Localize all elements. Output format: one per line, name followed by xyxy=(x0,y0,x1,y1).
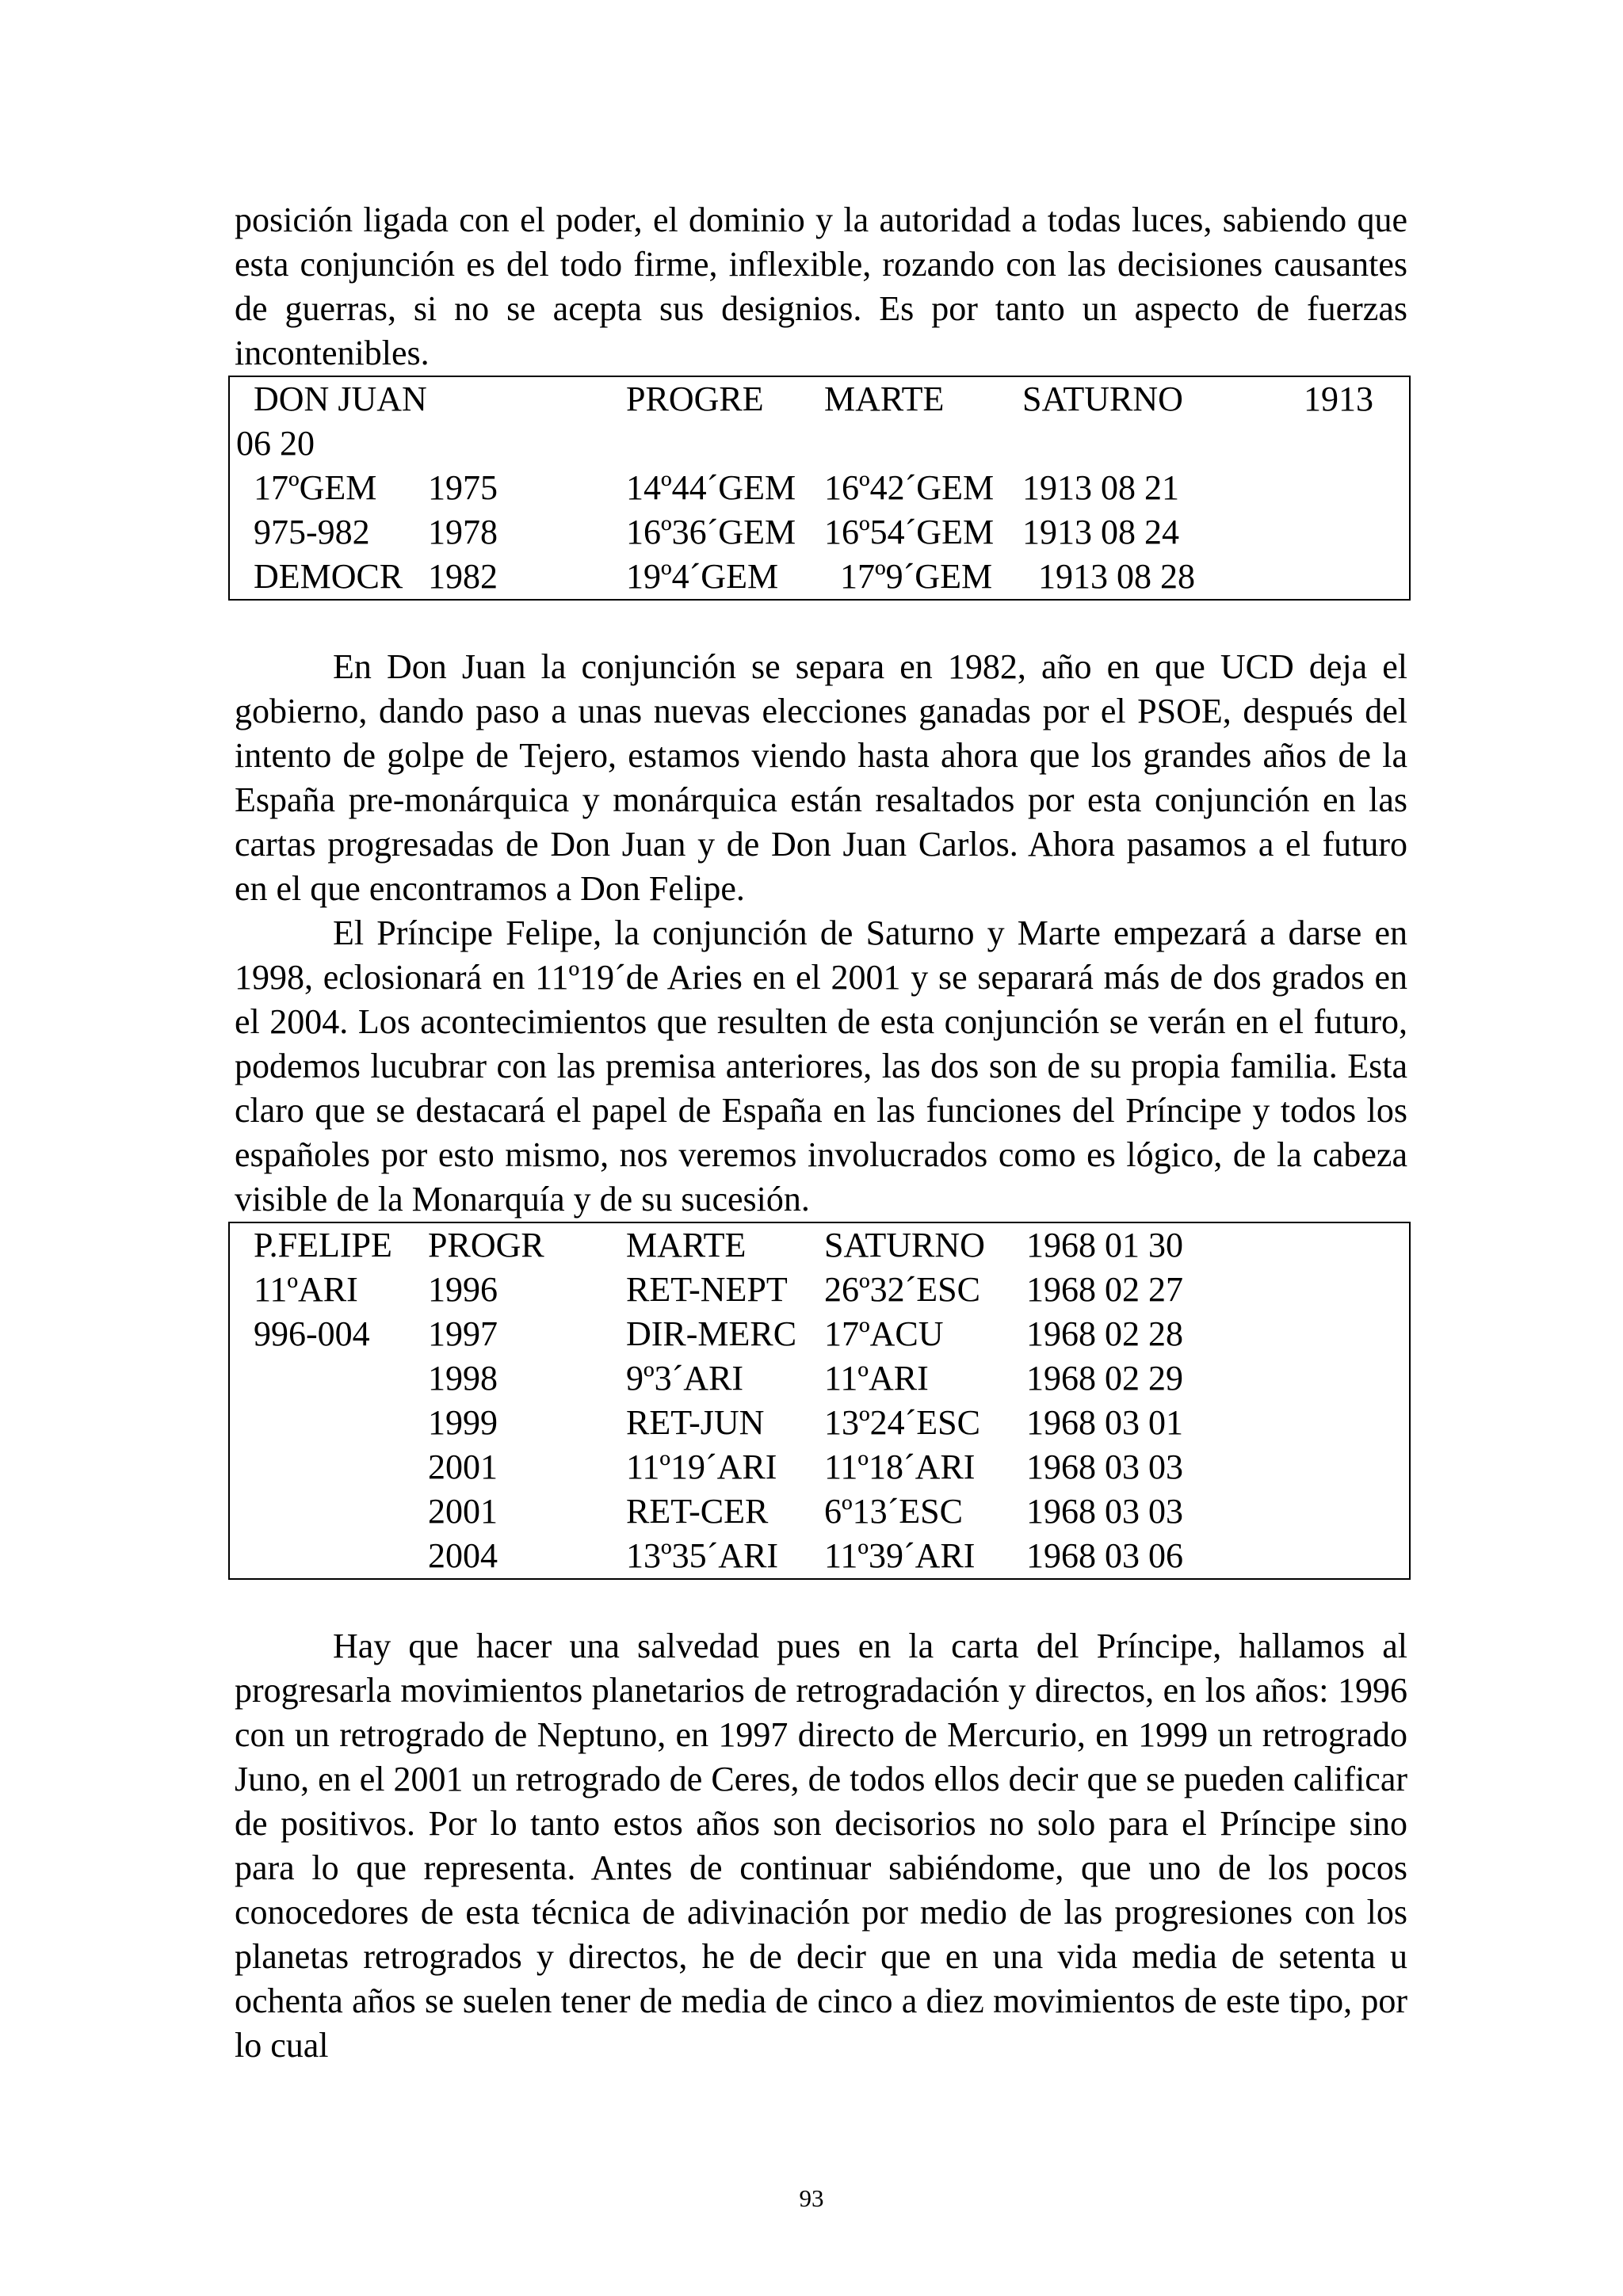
table-cell: 11º18´ARI xyxy=(824,1447,976,1486)
header-cell: MARTE xyxy=(626,1226,747,1264)
table-cell: 17ºGEM xyxy=(254,468,377,507)
table-cell: 1968 03 01 xyxy=(1026,1403,1183,1442)
table-cell: 14º44´GEM xyxy=(626,468,796,507)
table-header-row xyxy=(230,377,1409,421)
table-cell: DEMOCR xyxy=(254,557,403,596)
page-number: 93 xyxy=(799,2184,824,2212)
table-cell: 2004 xyxy=(428,1536,498,1575)
spacer xyxy=(235,1580,1407,1624)
table-principe-felipe xyxy=(228,1222,1411,1580)
table-cell: 16º36´GEM xyxy=(626,513,796,551)
paragraph-1: posición ligada con el poder, el dominio y la autoridad a todas luces, sabiendo que esta conjunción es del todo firme, inflexible, rozando con las decisiones causantes de guerras, si no se acepta sus designios. Es por tanto un aspecto de fuerzas incontenibles. xyxy=(235,200,1407,372)
table-cell: 13º24´ESC xyxy=(824,1403,980,1442)
table-cell: 1999 xyxy=(428,1403,498,1442)
table-cell: 26º32´ESC xyxy=(824,1270,980,1309)
table-cell: 1968 02 27 xyxy=(1026,1270,1183,1309)
table-cell: 11ºARI xyxy=(824,1359,929,1398)
table-cell: 9º3´ARI xyxy=(626,1359,744,1398)
table-row xyxy=(230,555,1409,599)
table-cell: 1978 xyxy=(428,513,498,551)
table-cell: 17ºACU xyxy=(824,1314,944,1353)
table-row xyxy=(230,1489,1409,1534)
table-row xyxy=(230,1356,1409,1401)
table-cell: 1998 xyxy=(428,1359,498,1398)
table-cell: 1913 08 28 xyxy=(1038,557,1195,596)
table-cell: RET-NEPT xyxy=(626,1270,788,1309)
paragraph-4: Hay que hacer una salvedad pues en la carta del Príncipe, hallamos al progresarla movimientos planetarios de retrogradación y directos, en los años: 1996 con un retrogrado de Neptuno, en 1997 directo de Mercurio, en 1999 un retrogrado Juno, en el 2001 un retrogrado de Ceres, de todos ellos decir que se pueden calificar de positivos. Por lo tanto estos años son decisorios no solo para el Príncipe sino para lo que representa. Antes de continuar sabiéndome, que uno de los pocos conocedores de esta técnica de adivinación por medio de las progresiones con los planetas retrogrados y directos, he de decir que en una vida media de setenta u ochenta años se suelen tener de media de cinco a diez movimientos de este tipo, por lo cual xyxy=(235,1627,1407,2065)
table-row xyxy=(230,1445,1409,1489)
header-cell: 1968 01 30 xyxy=(1026,1226,1183,1264)
table-cell: RET-JUN xyxy=(626,1403,765,1442)
table-cell: 13º35´ARI xyxy=(626,1536,779,1575)
table-cell: 1968 03 03 xyxy=(1026,1492,1183,1531)
table-cell: 1968 03 03 xyxy=(1026,1447,1183,1486)
paragraph-2: En Don Juan la conjunción se separa en 1982, año en que UCD deja el gobierno, dando paso a unas nuevas elecciones ganadas por el PSOE, después del intento de golpe de Tejero, estamos viendo hasta ahora que los grandes años de la España pre-monárquica y monárquica están resaltados por esta conjunción en las cartas progresadas de Don Juan y de Don Juan Carlos. Ahora pasamos a el futuro en el que encontramos a Don Felipe. xyxy=(235,647,1407,908)
table-cell: 16º42´GEM xyxy=(824,468,995,507)
table-cell: 1968 02 28 xyxy=(1026,1314,1183,1353)
table-header-wrap-row xyxy=(230,421,1409,466)
table-cell: 11ºARI xyxy=(254,1270,358,1309)
table-row xyxy=(230,1534,1409,1578)
table-cell: 19º4´GEM xyxy=(626,557,779,596)
table-cell: 2001 xyxy=(428,1492,498,1531)
table-row xyxy=(230,1268,1409,1312)
table-row xyxy=(230,1401,1409,1445)
table-cell: 6º13´ESC xyxy=(824,1492,963,1531)
page-content xyxy=(235,198,1407,2068)
header-cell: PROGRE xyxy=(626,379,764,418)
spacer xyxy=(235,601,1407,645)
table-cell: 1968 02 29 xyxy=(1026,1359,1183,1398)
table-row xyxy=(230,510,1409,555)
table-cell: 16º54´GEM xyxy=(824,513,995,551)
table-cell: 1975 xyxy=(428,468,498,507)
table-row xyxy=(230,1312,1409,1356)
table-cell: 1968 03 06 xyxy=(1026,1536,1183,1575)
table-row xyxy=(230,466,1409,510)
table-cell: 1997 xyxy=(428,1314,498,1353)
table-header-row xyxy=(230,1223,1409,1268)
table-cell: 996-004 xyxy=(254,1314,370,1353)
table-cell: DIR-MERC xyxy=(626,1314,797,1353)
table-cell: 1996 xyxy=(428,1270,498,1309)
header-cell: SATURNO xyxy=(1022,379,1183,418)
header-cell: DON JUAN xyxy=(254,379,427,418)
header-wrap-cell: 06 20 xyxy=(236,424,315,463)
table-cell: 975-982 xyxy=(254,513,370,551)
table-cell: 2001 xyxy=(428,1447,498,1486)
header-cell: 1913 xyxy=(1304,379,1373,418)
header-cell: MARTE xyxy=(824,379,945,418)
header-cell: SATURNO xyxy=(824,1226,985,1264)
table-cell: 11º39´ARI xyxy=(824,1536,976,1575)
table-cell: 1982 xyxy=(428,557,498,596)
table-cell: 1913 08 24 xyxy=(1022,513,1179,551)
table-cell: RET-CER xyxy=(626,1492,769,1531)
header-cell: PROGR xyxy=(428,1226,544,1264)
table-cell: 11º19´ARI xyxy=(626,1447,777,1486)
table-cell: 17º9´GEM xyxy=(840,557,993,596)
table-cell: 1913 08 21 xyxy=(1022,468,1179,507)
paragraph-3: El Príncipe Felipe, la conjunción de Saturno y Marte empezará a darse en 1998, eclosionará en 11º19´de Aries en el 2001 y se separará más de dos grados en el 2004. Los acontecimientos que resulten de esta conjunción se verán en el futuro, podemos lucubrar con las premisa anteriores, las dos son de su propia familia. Esta claro que se destacará el papel de España en las funciones del Príncipe y todos los españoles por esto mismo, nos veremos involucrados como es lógico, de la cabeza visible de la Monarquía y de su sucesión. xyxy=(235,913,1407,1219)
header-cell: P.FELIPE xyxy=(254,1226,392,1264)
table-don-juan xyxy=(228,376,1411,601)
